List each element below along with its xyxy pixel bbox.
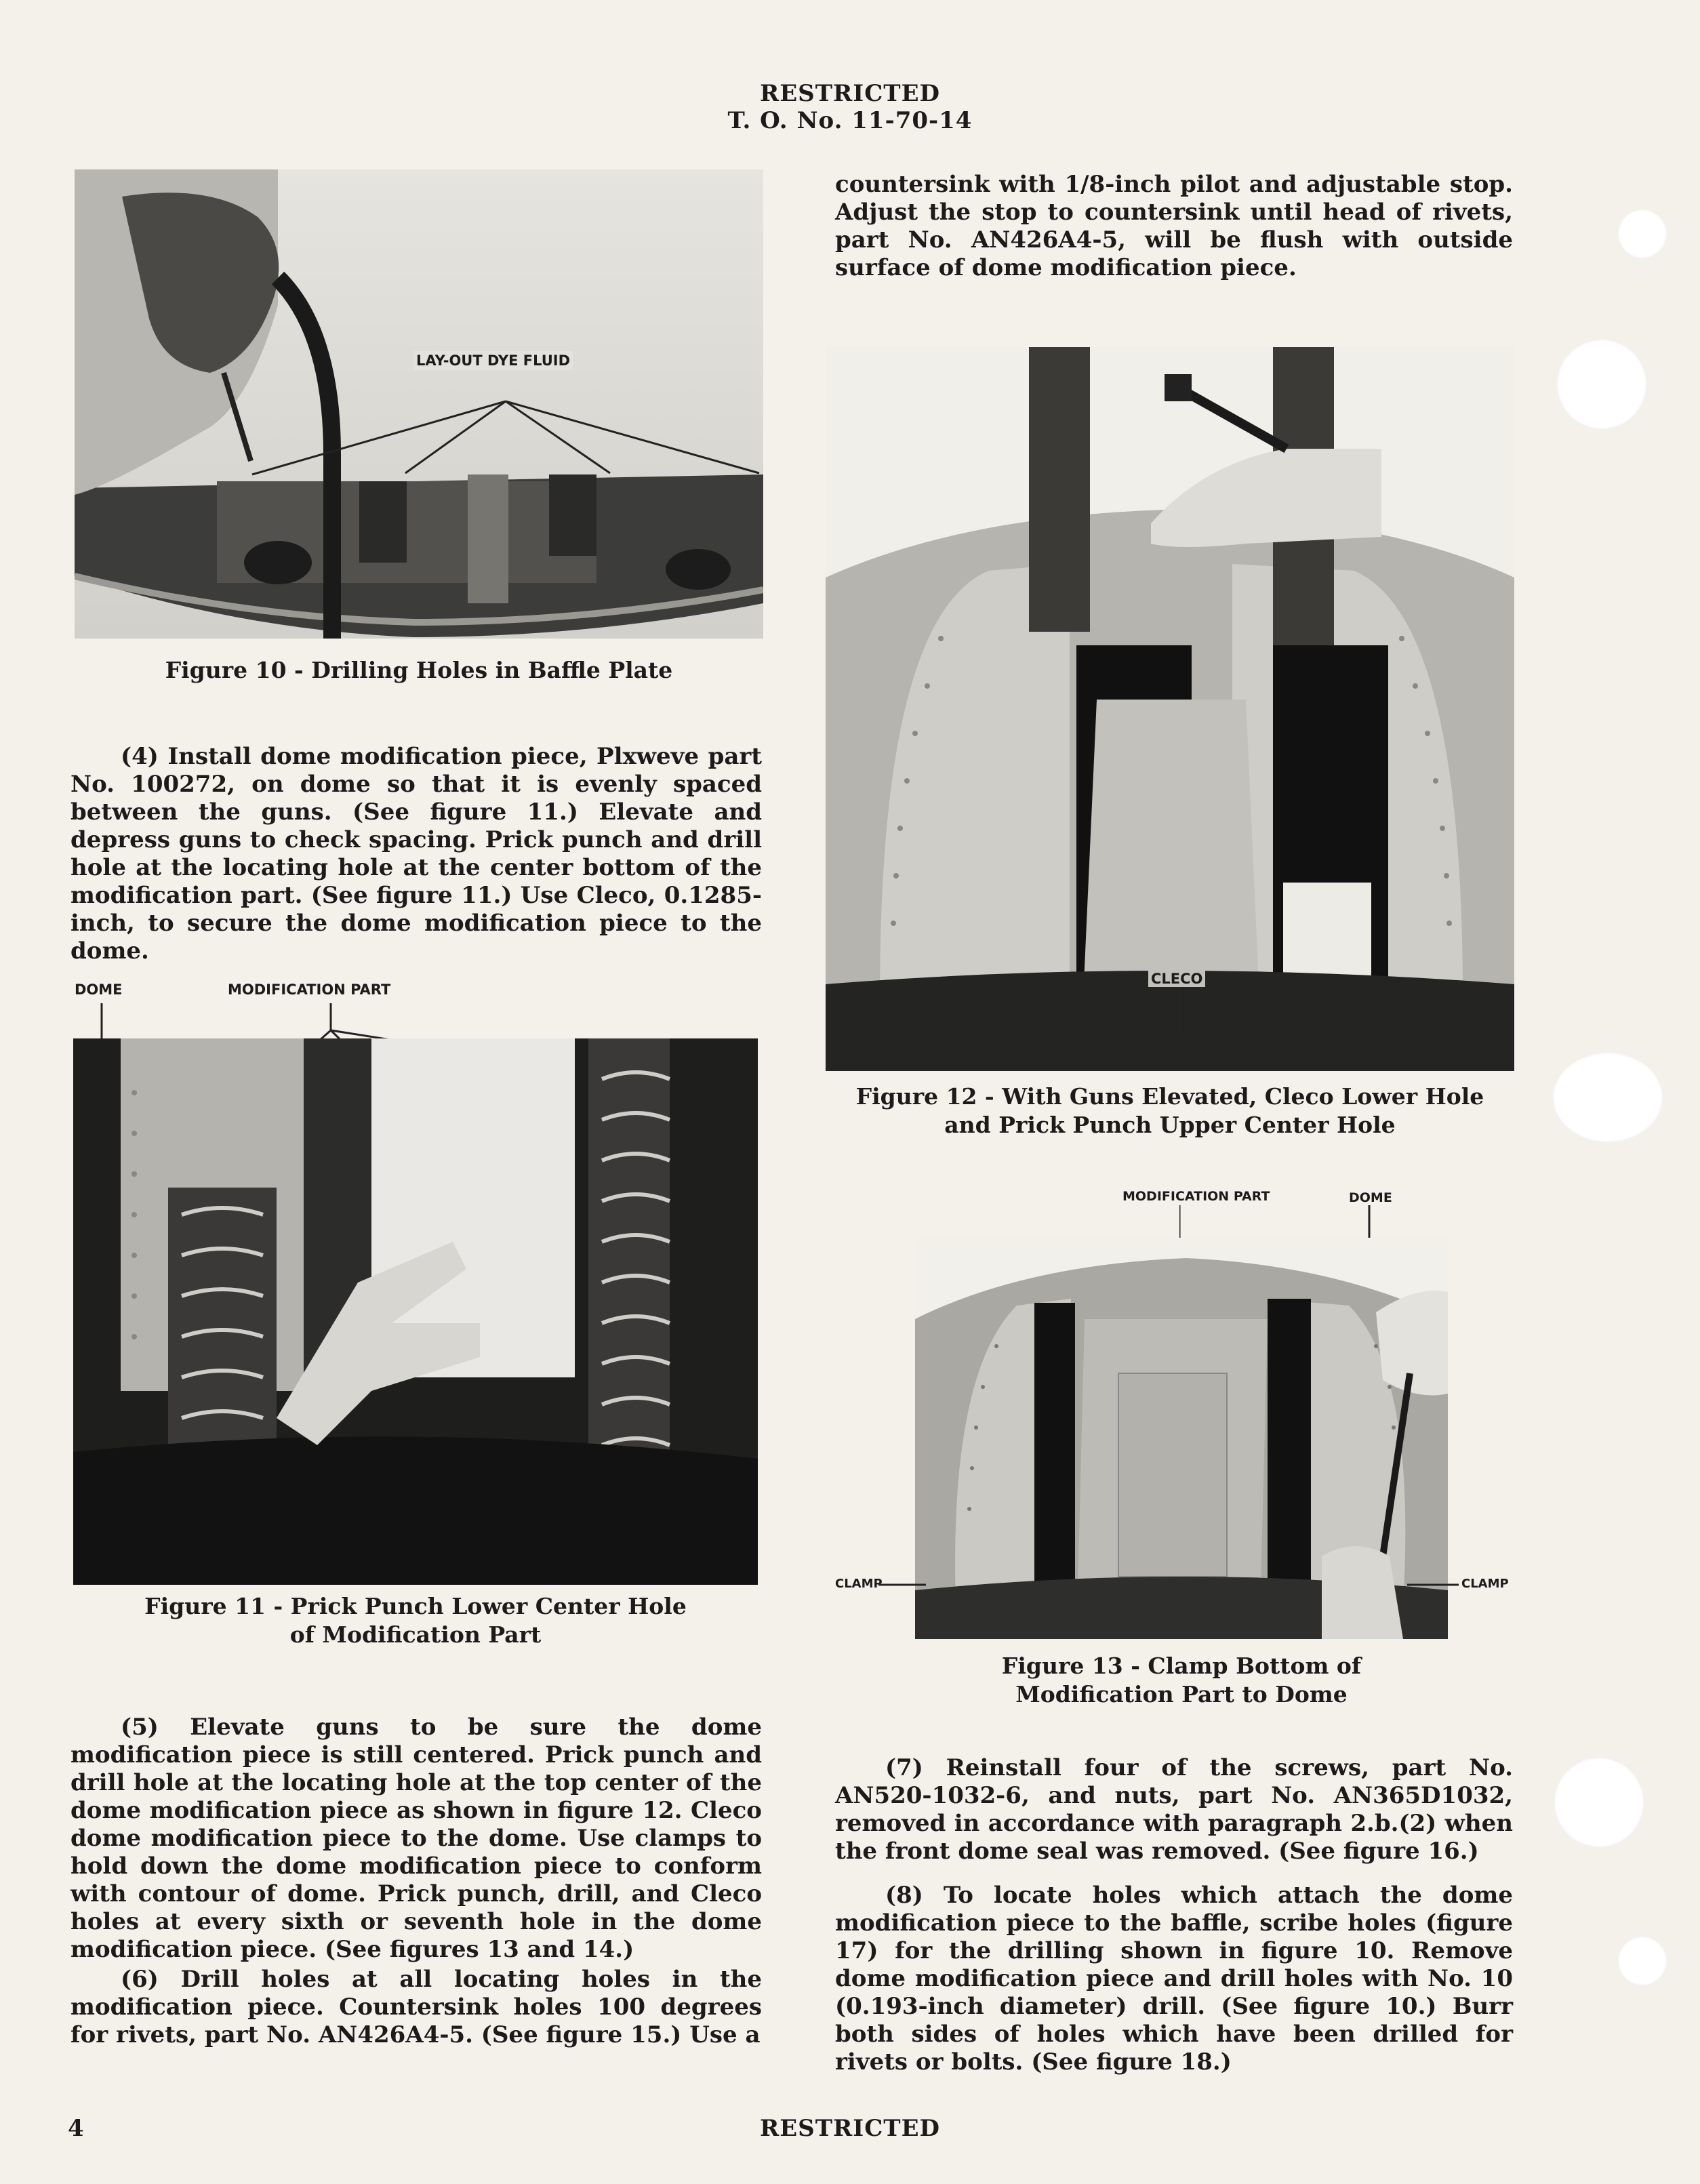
- step-8-paragraph: (8) To locate holes which attach the dome modification piece to the baffle, scribe holes (figure 17) for the drilling shown in figure 10. Remove dome modification piece and drill holes with No. 10 (0.193-inch diameter) drill. (See figure 10.) Burr both sides of holes which have been drilled for rivets or bolts. (See figure 18.): [835, 1882, 1513, 2076]
- step-5-paragraph: (5) Elevate guns to be sure the dome modification piece is still centered. Prick punch and drill hole at the locating hole at the top center of the dome modification piece as shown in figure 12. Cleco dome modification piece to the dome. Use clamps to hold down the dome modification piece to conform with contour of dome. Prick punch, drill, and Cleco holes at every sixth or seventh hole in the dome modification piece. (See figures 13 and 14.): [70, 1714, 762, 1963]
- figure-13-label-dome: DOME: [1349, 1190, 1392, 1205]
- page-number: 4: [68, 2115, 84, 2142]
- step-6-continuation: countersink with 1/8-inch pilot and adjustable stop. Adjust the stop to countersink until head of rivets, part No. AN426A4-5, will be flush with outside surface of dome modification piece.: [835, 171, 1513, 281]
- figure-11-label-dome: DOME: [75, 982, 123, 998]
- figure-13-caption-line-1: Figure 13 - Clamp Bottom of: [1001, 1653, 1362, 1679]
- binder-hole: [1617, 209, 1667, 259]
- page-classification-footer: RESTRICTED: [760, 2115, 940, 2142]
- document-number: T. O. No. 11-70-14: [727, 107, 973, 134]
- figure-10-photo: [75, 169, 763, 639]
- figure-11-photo: [73, 1038, 758, 1585]
- figure-13-clamp-right-leader: [1407, 1582, 1459, 1589]
- figure-12-caption-line-1: Figure 12 - With Guns Elevated, Cleco Lower Hole: [855, 1083, 1484, 1110]
- binder-hole: [1556, 339, 1647, 430]
- figure-11-caption-line-2: of Modification Part: [289, 1621, 542, 1648]
- figure-11-illustration: [73, 1038, 758, 1585]
- figure-11-label-modification-part: MODIFICATION PART: [228, 982, 391, 998]
- figure-13-label-clamp-right: CLAMP: [1461, 1577, 1509, 1591]
- step-4-paragraph: (4) Install dome modification piece, Plxweve part No. 100272, on dome so that it is evenly spaced between the guns. (See figure 11.) Elevate and depress guns to check spacing. Prick punch and drill hole at the locating hole at the center bottom of the modification part. (See figure 11.) Use Cleco, 0.1285-inch, to secure the dome modification piece to the dome.: [70, 743, 762, 965]
- figure-13-label-clamp-left: CLAMP: [835, 1577, 883, 1591]
- step-7-paragraph: (7) Reinstall four of the screws, part No. AN520-1032-6, and nuts, part No. AN365D1032, removed in accordance with paragraph 2.b.(2) when the front dome seal was removed. (See figure 16.): [835, 1754, 1513, 1865]
- figure-13-label-modification-part: MODIFICATION PART: [1122, 1189, 1270, 1204]
- binder-hole: [1554, 1757, 1644, 1848]
- figure-10-label-dye: LAY-OUT DYE FLUID: [413, 351, 573, 370]
- figure-12-photo: [826, 347, 1514, 1071]
- figure-12-illustration: [826, 347, 1514, 1071]
- binder-hole: [1552, 1052, 1663, 1143]
- figure-10-caption: Figure 10 - Drilling Holes in Baffle Plate: [165, 657, 673, 683]
- figure-13-photo: [915, 1238, 1448, 1639]
- figure-13-clamp-left-leader: [878, 1582, 926, 1589]
- figure-12-label-cleco: CLECO: [1148, 971, 1205, 987]
- figure-12-caption-line-2: and Prick Punch Upper Center Hole: [944, 1112, 1396, 1138]
- figure-11-caption-line-1: Figure 11 - Prick Punch Lower Center Hole: [144, 1593, 687, 1619]
- page-classification-header: RESTRICTED: [760, 80, 940, 107]
- binder-hole: [1617, 1936, 1667, 1986]
- step-6-paragraph: (6) Drill holes at all locating holes in the modification piece. Countersink holes 100 degrees for rivets, part No. AN426A4-5. (See figure 15.) Use a: [70, 1966, 762, 2048]
- figure-13-illustration: [915, 1238, 1448, 1639]
- figure-10-illustration: [75, 169, 763, 639]
- figure-13-caption-line-2: Modification Part to Dome: [1015, 1681, 1348, 1707]
